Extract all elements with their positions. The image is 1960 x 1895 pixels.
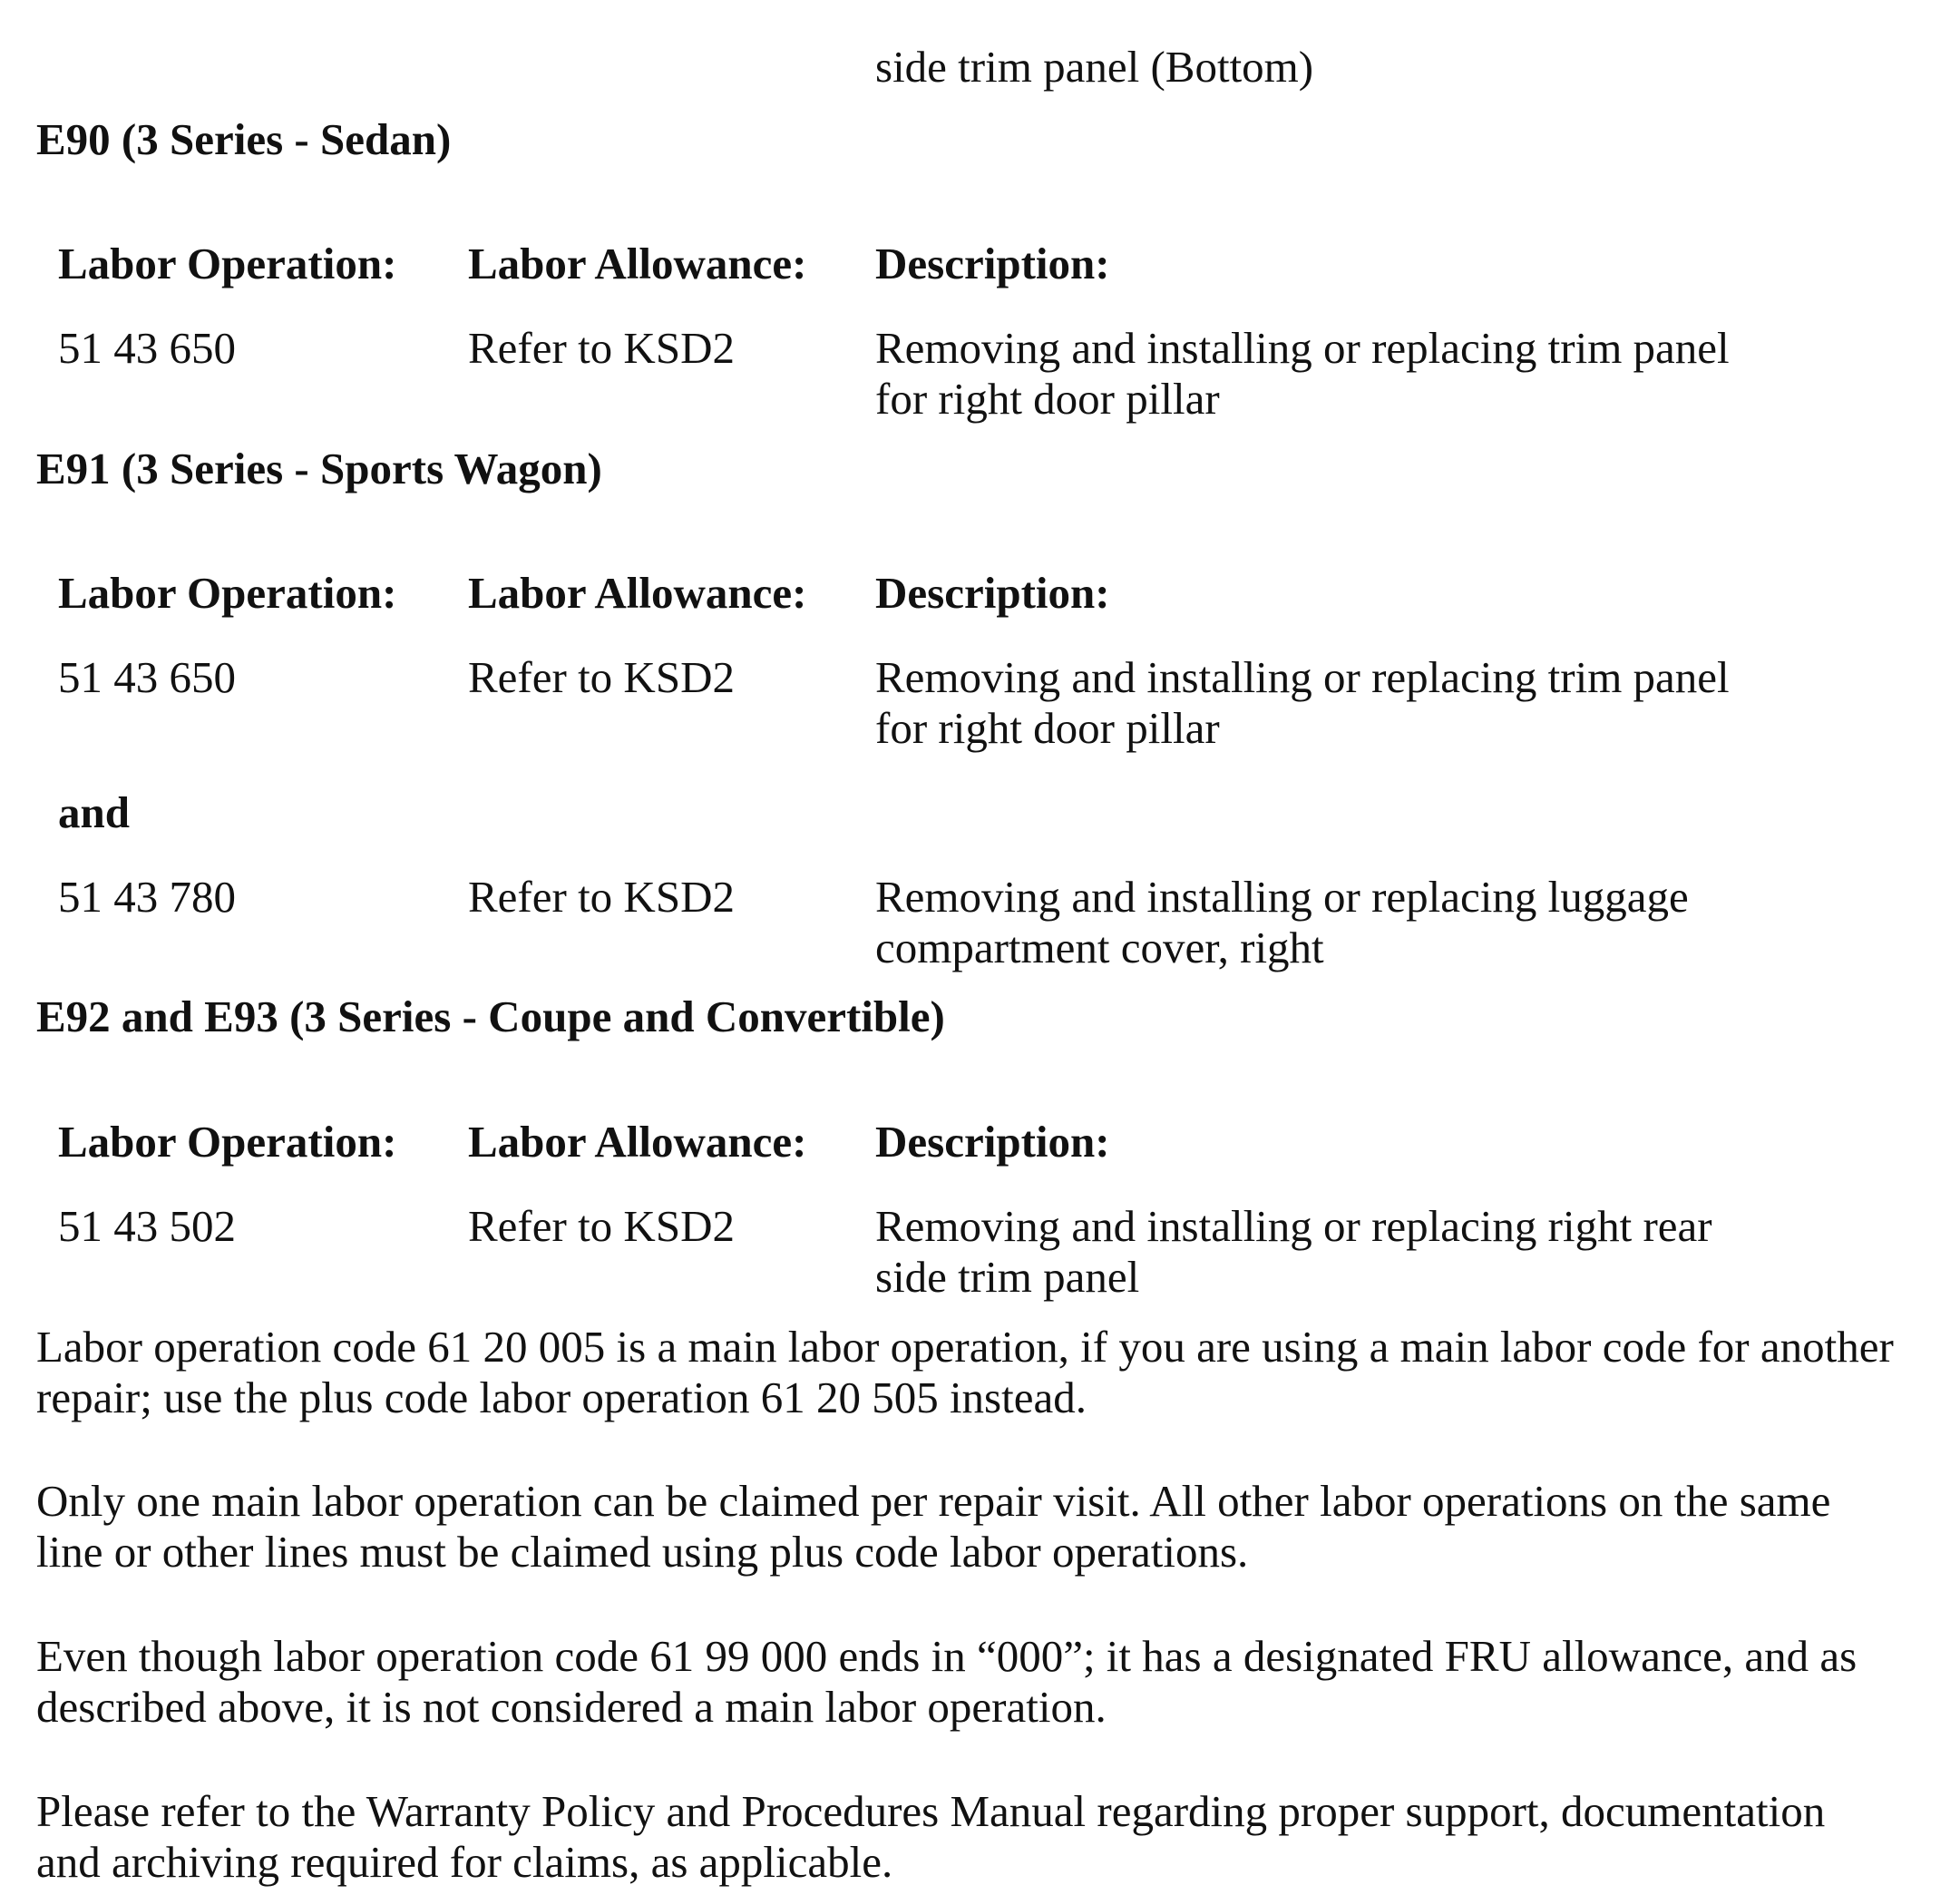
- note-line: Please refer to the Warranty Policy and Procedures Manual regarding proper support, documentation: [36, 1786, 1826, 1836]
- section-title-e92-e93: E92 and E93 (3 Series - Coupe and Convertible): [36, 991, 945, 1041]
- note-line: and archiving required for claims, as applicable.: [36, 1837, 893, 1887]
- description-line: compartment cover, right: [875, 923, 1324, 972]
- header-labor-allowance: Labor Allowance:: [468, 239, 807, 288]
- description-line: for right door pillar: [875, 374, 1220, 424]
- operation-description: [875, 323, 1730, 425]
- continued-description: side trim panel (Bottom): [875, 42, 1314, 92]
- description-line: side trim panel: [875, 1252, 1140, 1302]
- description-line: Removing and installing or replacing trim panel: [875, 652, 1730, 702]
- note-line: line or other lines must be claimed using plus code labor operations.: [36, 1527, 1249, 1577]
- header-description: Description:: [875, 568, 1110, 618]
- note-line: Only one main labor operation can be claimed per repair visit. All other labor operations on the same: [36, 1476, 1831, 1526]
- labor-operation-code: 51 43 780: [58, 872, 236, 922]
- section-title-e91: E91 (3 Series - Sports Wagon): [36, 444, 602, 493]
- labor-allowance-value: Refer to KSD2: [468, 323, 735, 373]
- description-line: Removing and installing or replacing luggage: [875, 872, 1689, 922]
- note-line: Even though labor operation code 61 99 000 ends in “000”; it has a designated FRU allowance, and as: [36, 1631, 1858, 1681]
- header-labor-allowance: Labor Allowance:: [468, 568, 807, 618]
- labor-allowance-value: Refer to KSD2: [468, 652, 735, 702]
- header-description: Description:: [875, 239, 1110, 288]
- note-paragraph: [36, 1631, 1941, 1733]
- note-paragraph: [36, 1476, 1941, 1578]
- description-line: Removing and installing or replacing trim panel: [875, 323, 1730, 373]
- note-paragraph: [36, 1322, 1941, 1423]
- header-labor-operation: Labor Operation:: [58, 568, 397, 618]
- and-connector: and: [58, 787, 131, 837]
- header-description: Description:: [875, 1117, 1110, 1167]
- operation-description: [875, 1201, 1712, 1303]
- labor-operation-code: 51 43 502: [58, 1201, 236, 1251]
- note-line: Labor operation code 61 20 005 is a main labor operation, if you are using a main labor code for another: [36, 1322, 1894, 1372]
- note-line: repair; use the plus code labor operation 61 20 505 instead.: [36, 1372, 1087, 1422]
- labor-operation-code: 51 43 650: [58, 323, 236, 373]
- description-line: for right door pillar: [875, 703, 1220, 753]
- header-labor-operation: Labor Operation:: [58, 239, 397, 288]
- labor-operation-code: 51 43 650: [58, 652, 236, 702]
- note-paragraph: [36, 1786, 1941, 1888]
- section-title-e90: E90 (3 Series - Sedan): [36, 114, 452, 164]
- operation-description: [875, 872, 1689, 973]
- description-line: Removing and installing or replacing right rear: [875, 1201, 1712, 1251]
- labor-allowance-value: Refer to KSD2: [468, 1201, 735, 1251]
- labor-allowance-value: Refer to KSD2: [468, 872, 735, 922]
- operation-description: [875, 652, 1730, 754]
- header-labor-operation: Labor Operation:: [58, 1117, 397, 1167]
- note-line: described above, it is not considered a main labor operation.: [36, 1682, 1107, 1732]
- header-labor-allowance: Labor Allowance:: [468, 1117, 807, 1167]
